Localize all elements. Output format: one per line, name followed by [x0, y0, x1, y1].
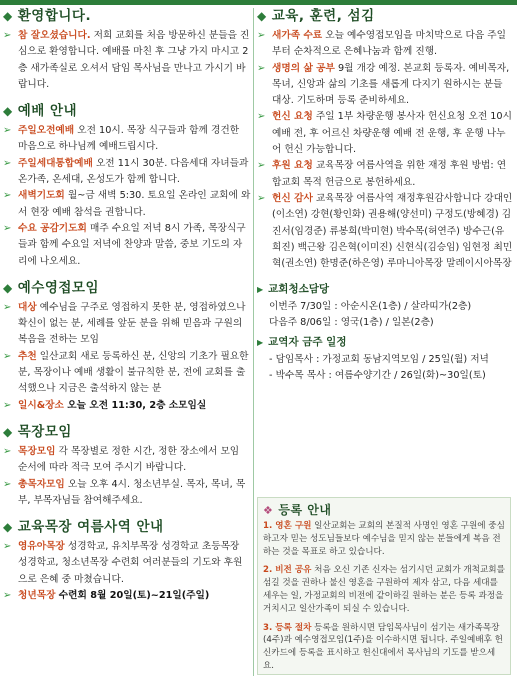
summer-section — [3, 519, 251, 604]
arrow-icon: ➢ — [3, 190, 12, 202]
pastor-schedule-title: ▶ 교역자 금주 일정 — [257, 336, 347, 349]
diamond-icon: ◆ — [257, 9, 267, 23]
arrow-icon: ➢ — [3, 222, 12, 234]
education-section — [257, 8, 513, 272]
triangle-icon: ▶ — [257, 285, 264, 295]
arrow-icon: ➢ — [257, 192, 266, 204]
summer-item: ➢ 청년목장 수련회 8월 20일(토)~21일(주일) — [3, 588, 251, 604]
arrow-icon: ➢ — [3, 478, 12, 490]
arrow-icon: ➢ — [3, 125, 12, 137]
sparkle-icon: ❖ — [263, 504, 274, 517]
arrow-icon: ➢ — [3, 445, 12, 457]
diamond-icon: ◆ — [3, 104, 13, 119]
arrow-icon: ➢ — [257, 62, 266, 74]
welcome-item: ➢ 참 잘오셨습니다. 저희 교회를 처음 방문하신 분들을 진심으로 환영합니다. 예배를 마친 후 그냥 가지 마시고 2층 새가족실로 오셔서 담임 목사님을 만나고 가시기 바랍니다. — [3, 30, 250, 90]
right-column — [257, 8, 513, 384]
education-item: ➢ 헌신 요청 주일 1부 차량운행 봉사자 헌신요청 오전 10시 예배 전, 후 어르신 차량운행 예배 전 운행, 후 운행 나누어 헌신 가능합니다. — [257, 111, 512, 156]
cell-title: ◆ 목장모임 — [3, 423, 72, 440]
summer-title: ◆ 교육목장 여름사역 안내 — [3, 519, 164, 536]
arrow-icon: ➢ — [3, 541, 12, 553]
diamond-icon: ◆ — [3, 520, 13, 535]
summer-item: ➢ 영유아목장 성경학교, 유치부목장 성경학교 초등목장 성경학교, 청소년목장 수련회 여러분들의 기도와 후원으로 은혜 중 마쳤습니다. — [3, 541, 243, 585]
registration-para: 2. 비전 공유 처음 오신 기존 신자는 섬기시던 교회가 개척교회를 섬길 것을 권하나 불신 영혼을 구원하여 제자 삼고, 다음 세대를 세우는 일, 가정교회의 비전에 같이하길 원하는 분은 등록 과정을 거치시고 일산가족이 되실 수 있습니다. — [263, 565, 505, 614]
worship-item: ➢ 수요 공감기도회 매주 수요일 저녁 8시 가족, 목장식구들과 함께 수요일 저녁에 찬양과 말씀, 중보 기도의 자리에 나오세요. — [3, 222, 246, 267]
top-border — [0, 0, 517, 5]
education-item: ➢ 헌신 감사 교육목장 여름사역 재정후원감사합니다 강대인(이소연) 강현(황인화) 권용해(양선미) 구정도(방혜경) 김진서(임경준) 류봉희(박미현) 박수목(허연주) 방수근(유희진) 백근왕 김은혁(이미진) 신현식(김승임) 임현정 최민혁(권소연) 한명준(하은영) 루마니아목장 말레이시아목장 — [257, 192, 513, 270]
pastor-schedule-section — [257, 335, 513, 384]
education-title: ◆ 교육, 훈련, 섬김 — [257, 8, 375, 24]
jesus-meeting-item: ➢ 추천 일산교회 새로 등록하신 분, 신앙의 기초가 필요한 분, 목장이나 예배 생활이 불규칙한 분, 전에 교회를 출석했으나 지금은 출석하지 않는 분 — [3, 350, 249, 395]
registration-para: 1. 영혼 구원 일산교회는 교회의 본질적 사명인 영혼 구원에 중심하고자 믿는 성도님들보다 예수님을 믿지 않는 분들에게 복음 전하는 것을 목표로 하고 있습니다. — [263, 521, 505, 557]
arrow-icon: ➢ — [3, 301, 12, 313]
arrow-icon: ➢ — [3, 399, 12, 411]
cleaning-section — [257, 282, 513, 331]
triangle-icon: ▶ — [257, 338, 264, 348]
diamond-icon: ◆ — [3, 9, 13, 23]
education-item: ➢ 새가족 수료 오늘 예수영접모임을 마치막으로 다음 주일부터 순차적으로 은혜나눔과 함께 진행. — [257, 30, 507, 58]
welcome-section — [3, 8, 251, 93]
welcome-title: ◆ 환영합니다. — [3, 8, 92, 24]
worship-item: ➢ 새벽기도회 월~금 새벽 5:30. 토요일 온라인 교회에 와서 현장 예배 참석을 권합니다. — [3, 190, 251, 218]
arrow-icon: ➢ — [3, 157, 12, 169]
jesus-meeting-item: ➢ 대상 예수님을 구주로 영접하지 못한 분, 영접하였으나 확신이 없는 분, 세례를 앞둔 분을 위해 믿음과 구원의 복음을 전하는 모임 — [3, 301, 246, 346]
cell-item: ➢ 총목자모임 오늘 오후 4시. 청소년부실. 목자, 목녀, 목부, 부목자님들 참여해주세요. — [3, 478, 246, 506]
column-divider — [253, 8, 254, 676]
jesus-meeting-item: ➢ 일시&장소 오늘 오전 11:30, 2층 소모임실 — [3, 398, 251, 414]
worship-section — [3, 103, 251, 270]
arrow-icon: ➢ — [257, 30, 266, 41]
left-column — [3, 8, 251, 614]
worship-title: ◆ 예배 안내 — [3, 103, 78, 120]
worship-item: ➢ 주일오전예배 오전 10시. 목장 식구들과 함께 경건한 마음으로 하나님께 예배드립시다. — [3, 125, 240, 153]
diamond-icon: ◆ — [3, 280, 13, 295]
cleaning-line: 이번주 7/30일 : 아순시온(1층) / 살라띠가(2층) — [269, 301, 472, 313]
cleaning-line: 다음주 8/06일 : 영국(1층) / 일본(2층) — [269, 317, 434, 329]
worship-item: ➢ 주일세대통합예배 오전 11시 30분. 다음세대 자녀들과 온가족, 온세대, 온성도가 함께 합니다. — [3, 157, 249, 186]
cleaning-title: ▶ 교회청소담당 — [257, 283, 330, 296]
jesus-meeting-title: ◆ 예수영접모임 — [3, 279, 99, 296]
jesus-meeting-section — [3, 280, 251, 414]
arrow-icon: ➢ — [3, 350, 12, 362]
education-item: ➢ 생명의 삶 공부 9월 개강 예정. 본교회 등록자. 예비목자, 목녀, 신앙과 삶의 기초를 새롭게 다지기 원하시는 분들 대상. 기도하며 등록 준비하세요. — [257, 62, 510, 107]
education-item: ➢ 후원 요청 교육목장 여름사역을 위한 재정 후원 방법: 연합교회 목적 헌금으로 봉헌하세요. — [257, 160, 507, 188]
arrow-icon: ➢ — [257, 111, 266, 123]
registration-box — [257, 497, 511, 675]
registration-para: 3. 등록 절차 등록을 원하시면 담임목사님이 섬기는 새가족목장(4주)과 예수영접모임(1주)을 이수하시면 됩니다. 주일예배후 헌신카드에 등록을 표시하고 헌신대에서 목사님의 기도를 받으세요. — [263, 622, 503, 671]
registration-title: ❖ 등록 안내 — [263, 503, 332, 517]
arrow-icon: ➢ — [3, 590, 12, 602]
arrow-icon: ➢ — [3, 30, 12, 41]
cell-section — [3, 424, 251, 509]
cell-item: ➢ 목장모임 각 목장별로 정한 시간, 정한 장소에서 모임 순서에 따라 적극 모여 주시기 바랍니다. — [3, 445, 240, 474]
schedule-line: - 박수목 목사 : 여름수양기간 / 26일(화)~30일(토) — [269, 370, 486, 382]
arrow-icon: ➢ — [257, 160, 266, 172]
diamond-icon: ◆ — [3, 424, 13, 439]
schedule-line: - 담임목사 : 가정교회 동남지역모임 / 25일(월) 저녁 — [269, 354, 489, 366]
